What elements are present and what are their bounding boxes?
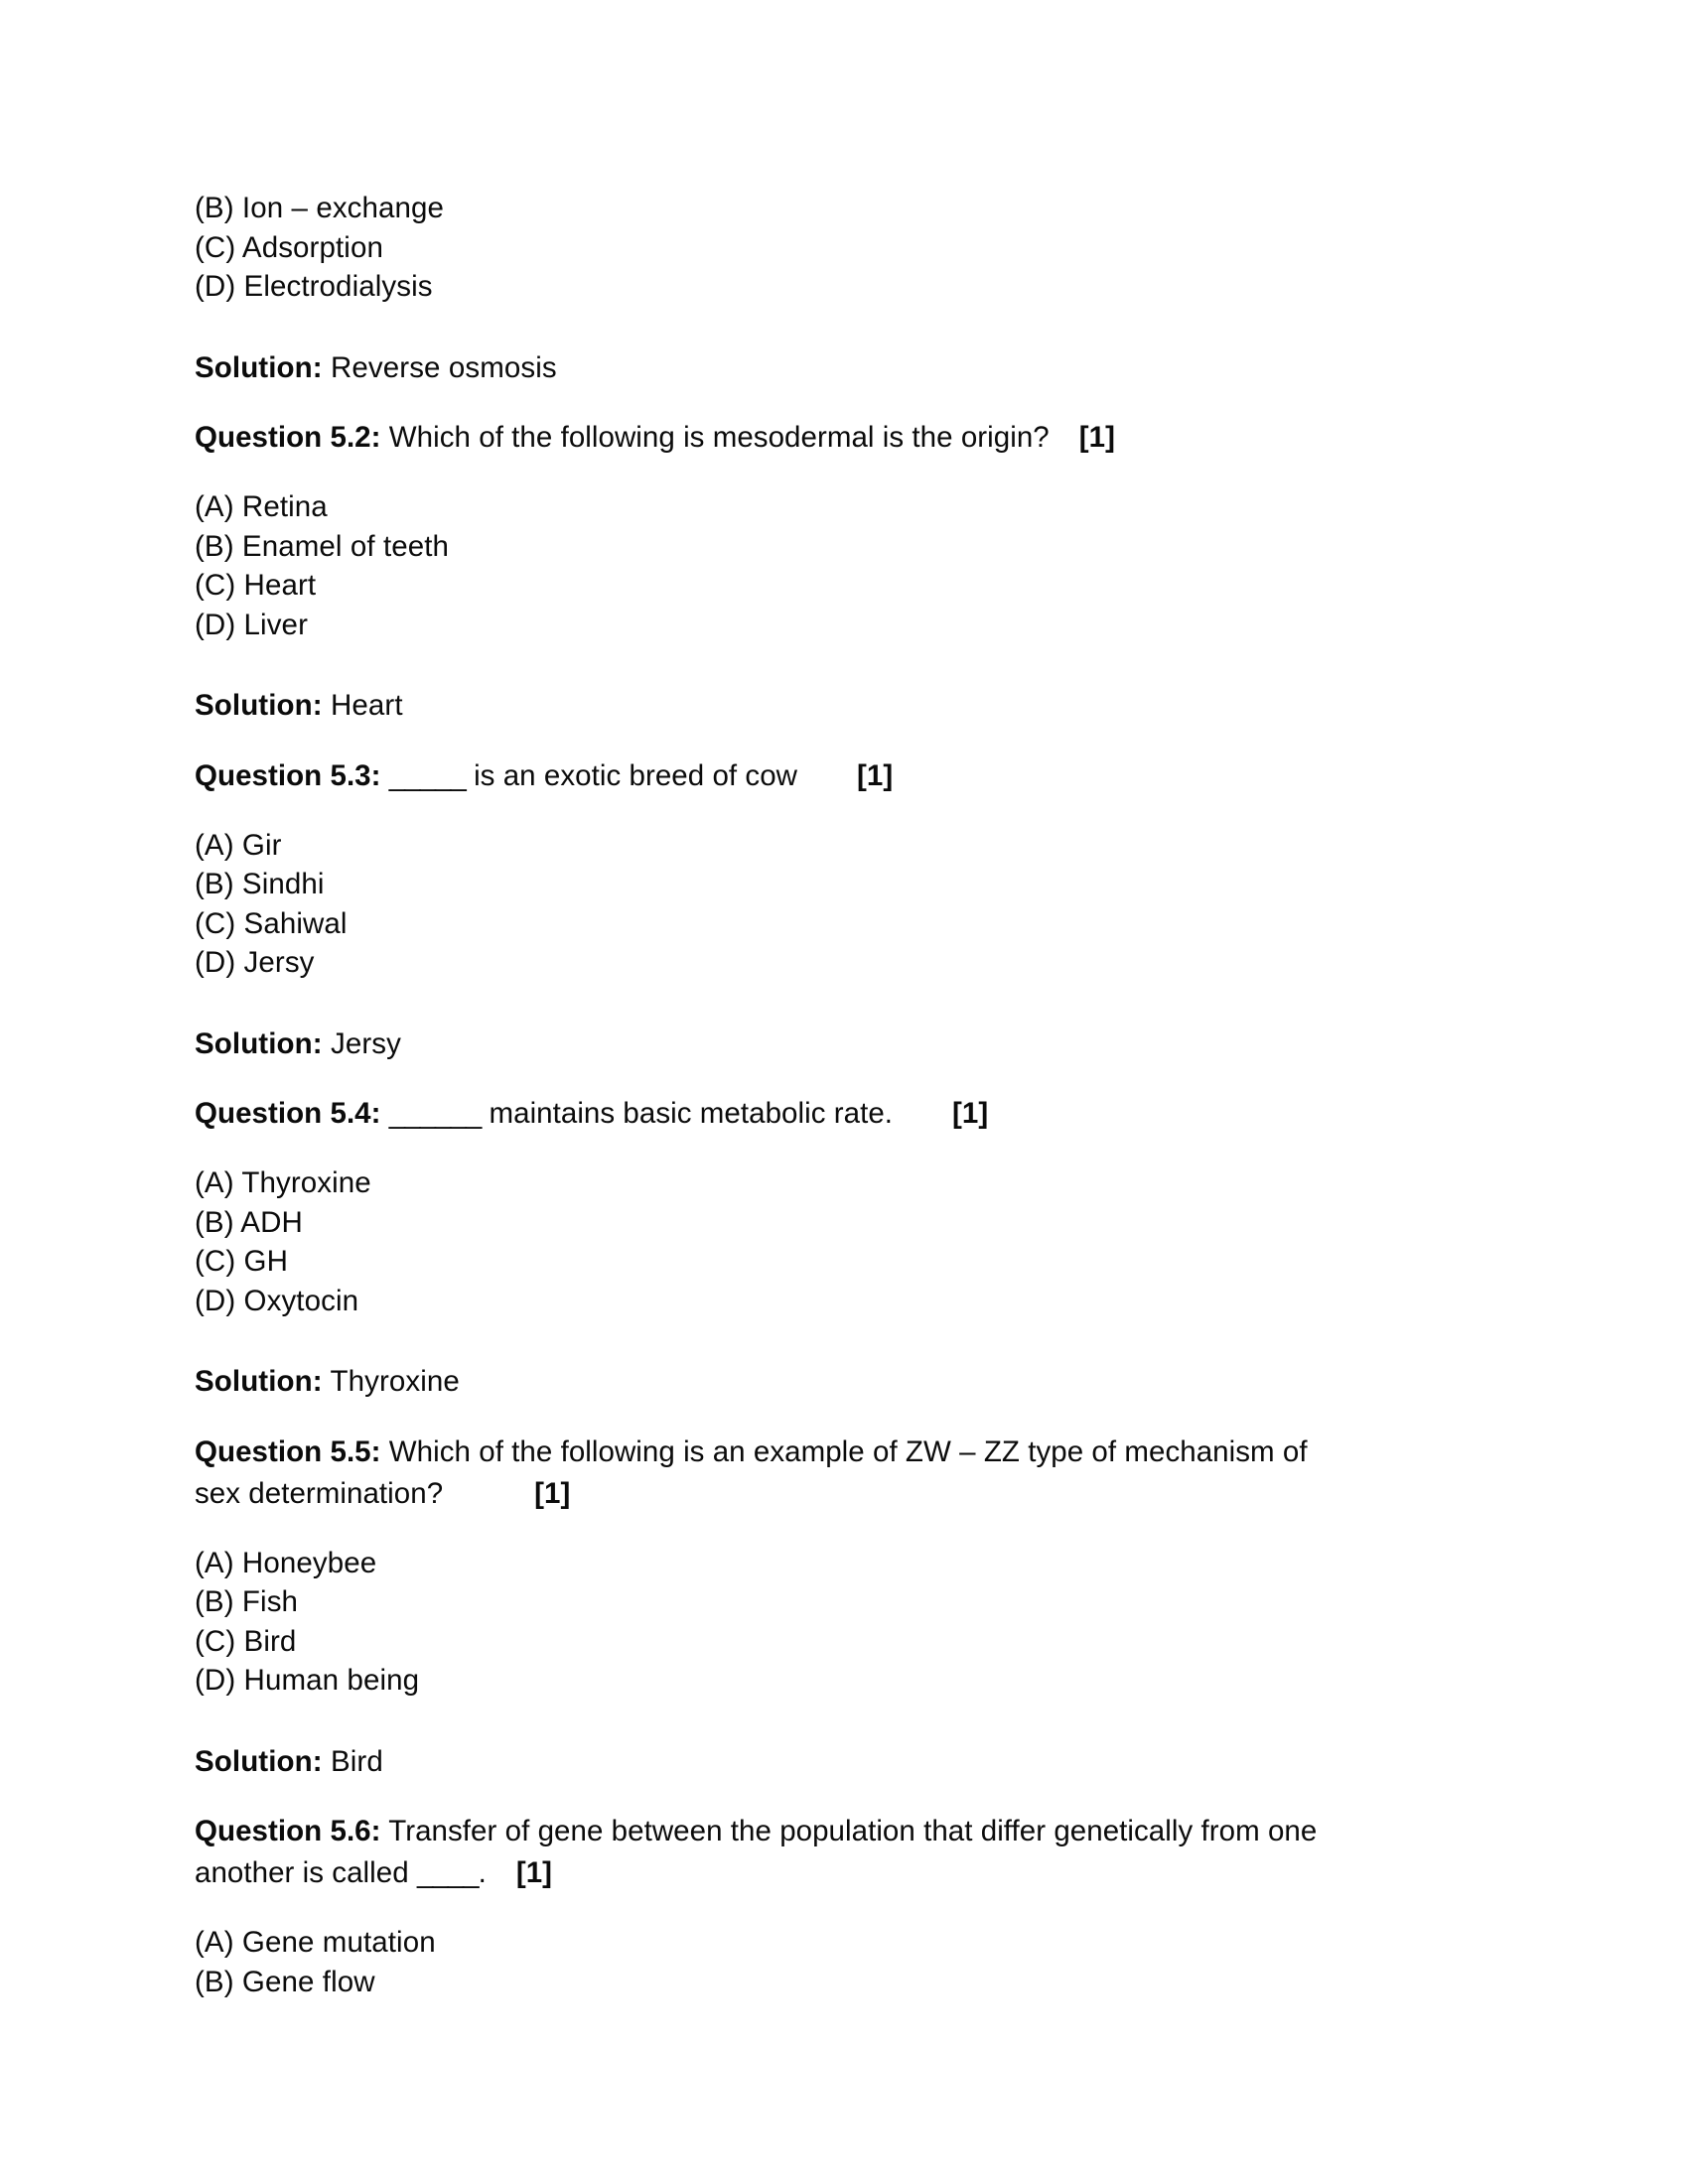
- solution-label: Solution:: [195, 350, 323, 384]
- answer-blank: ____: [416, 1856, 479, 1889]
- spacer: [195, 1701, 1476, 1742]
- spacer: [195, 797, 1476, 826]
- question-heading-q5-2: [195, 417, 1476, 459]
- option-item: (D) Electrodialysis: [195, 270, 433, 303]
- spacer: [195, 1515, 1476, 1544]
- question-text: is an exotic breed of cow: [474, 758, 798, 792]
- option-item: (B) Sindhi: [195, 868, 325, 900]
- solution-line-carryover: [195, 348, 1476, 388]
- question-label: Question 5.2:: [195, 421, 381, 454]
- option-item: (B) ADH: [195, 1205, 303, 1239]
- option-item: (C) GH: [195, 1245, 288, 1278]
- question-heading-q5-6-cont: [195, 1852, 1476, 1894]
- option-item: (B) Fish: [195, 1585, 299, 1618]
- solution-label: Solution:: [195, 689, 323, 722]
- question-text-line1: Transfer of gene between the population that differ genetically from one: [388, 1815, 1318, 1847]
- spacer: [195, 726, 1476, 755]
- marks-badge: [1]: [534, 1476, 571, 1510]
- answer-blank: _____: [388, 758, 466, 792]
- option-item: (D) Jersy: [195, 946, 315, 979]
- marks-badge: [1]: [515, 1856, 553, 1889]
- spacer: [195, 1402, 1476, 1432]
- spacer: [195, 1063, 1476, 1093]
- option-item: (D) Oxytocin: [195, 1284, 359, 1317]
- solution-line-q5-5: [195, 1742, 1476, 1782]
- option-item: (D) Liver: [195, 608, 308, 641]
- spacer: [195, 1320, 1476, 1362]
- marks-badge: [1]: [857, 758, 894, 792]
- marks-badge: [1]: [952, 1097, 989, 1130]
- spacer: [195, 459, 1476, 487]
- option-item: (B) Ion – exchange: [195, 192, 445, 224]
- option-item: (C) Heart: [195, 569, 317, 602]
- question-label: Question 5.5:: [195, 1434, 381, 1468]
- question-text: Which of the following is mesodermal is the origin?: [388, 421, 1050, 454]
- answer-blank: ______: [388, 1097, 482, 1130]
- question-text-line1: Which of the following is an example of ZW – ZZ type of mechanism of: [388, 1434, 1308, 1468]
- solution-answer: Thyroxine: [330, 1365, 460, 1398]
- question-label: Question 5.3:: [195, 758, 381, 792]
- spacer: [195, 387, 1476, 417]
- solution-answer: Jersy: [331, 1026, 401, 1060]
- solution-label: Solution:: [195, 1026, 323, 1060]
- solution-label: Solution:: [195, 1365, 323, 1398]
- option-item: (A) Gir: [195, 828, 282, 862]
- option-list-q5-5: [195, 1544, 1476, 1701]
- option-item: (A) Thyroxine: [195, 1166, 371, 1199]
- spacer: [195, 644, 1476, 686]
- solution-answer: Reverse osmosis: [331, 350, 557, 384]
- question-heading-q5-5-cont: [195, 1473, 1476, 1515]
- option-item: (A) Honeybee: [195, 1546, 377, 1579]
- solution-answer: Bird: [331, 1744, 383, 1778]
- solution-line-q5-4: [195, 1362, 1476, 1402]
- option-item: (A) Gene mutation: [195, 1926, 436, 1959]
- solution-label: Solution:: [195, 1744, 323, 1778]
- question-label: Question 5.6:: [195, 1815, 381, 1847]
- spacer: [195, 1894, 1476, 1923]
- option-item: (C) Adsorption: [195, 230, 383, 264]
- option-item: (C) Bird: [195, 1624, 297, 1658]
- question-text: maintains basic metabolic rate.: [489, 1097, 894, 1130]
- option-list-q5-3: [195, 826, 1476, 983]
- spacer: [195, 1781, 1476, 1811]
- solution-answer: Heart: [331, 689, 403, 722]
- option-list-carryover: [195, 189, 1476, 307]
- question-heading-q5-3: [195, 755, 1476, 797]
- spacer: [195, 1135, 1476, 1163]
- option-list-q5-2: [195, 487, 1476, 644]
- option-item: (C) Sahiwal: [195, 906, 348, 940]
- option-item: (B) Gene flow: [195, 1965, 375, 1998]
- question-heading-q5-6: [195, 1811, 1476, 1852]
- question-text-line2-post: .: [478, 1856, 487, 1889]
- question-heading-q5-5: [195, 1432, 1476, 1473]
- spacer: [195, 983, 1476, 1024]
- solution-line-q5-2: [195, 686, 1476, 726]
- marks-badge: [1]: [1078, 421, 1115, 454]
- option-list-q5-4: [195, 1163, 1476, 1320]
- option-item: (B) Enamel of teeth: [195, 529, 450, 563]
- document-content: [195, 189, 1476, 2001]
- option-list-q5-6: [195, 1923, 1476, 2001]
- option-item: (D) Human being: [195, 1664, 420, 1697]
- question-heading-q5-4: [195, 1093, 1476, 1135]
- question-text-line2-pre: another is called: [195, 1856, 409, 1889]
- question-label: Question 5.4:: [195, 1097, 381, 1130]
- question-text-line2: sex determination?: [195, 1476, 444, 1510]
- spacer: [195, 307, 1476, 348]
- option-item: (A) Retina: [195, 490, 328, 523]
- solution-line-q5-3: [195, 1024, 1476, 1064]
